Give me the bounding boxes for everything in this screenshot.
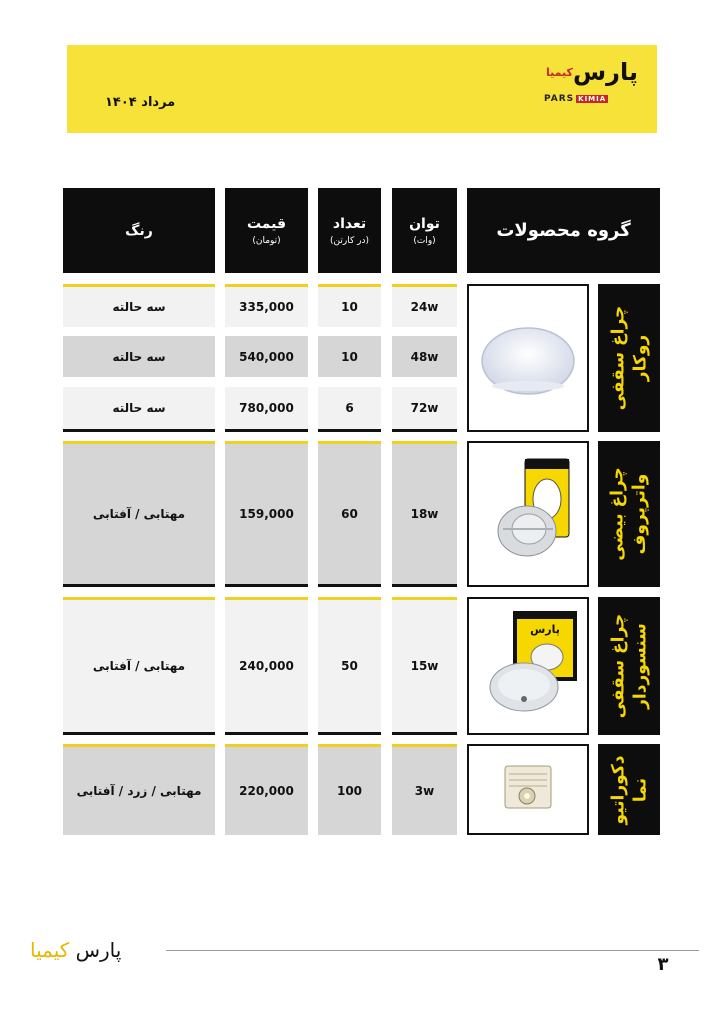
category-sensor-ceiling-text — [607, 614, 651, 719]
category-oval-waterproof-text — [607, 467, 651, 560]
round-ceiling-light-image — [467, 284, 589, 432]
category-oval-waterproof — [598, 441, 660, 587]
category-decorative — [598, 744, 660, 835]
row-1-qty: 10 — [318, 284, 381, 327]
header-color — [63, 188, 215, 273]
row-6-qty: 100 — [318, 744, 381, 835]
row-1-power: 24w — [392, 284, 457, 327]
header-price-unit: (تومان) — [252, 235, 281, 246]
row-1-price: 335,000 — [225, 284, 308, 327]
header-qty-label: تعداد — [332, 215, 367, 232]
round-ceiling-light-icon — [469, 286, 587, 430]
row-2-color: سه حالته — [63, 336, 215, 377]
row-4-power: 18w — [392, 441, 457, 587]
row-6-price: 220,000 — [225, 744, 308, 835]
category-1-line-2: روکار — [630, 334, 651, 382]
logo-en-pars: PARS — [544, 94, 575, 104]
row-4-qty: 60 — [318, 441, 381, 587]
row-3-color: سه حالته — [63, 387, 215, 432]
logo-en — [544, 94, 608, 104]
header-power-unit: (وات) — [413, 235, 436, 246]
header-color-label: رنگ — [125, 222, 153, 239]
row-3-qty: 6 — [318, 387, 381, 432]
row-2-power: 48w — [392, 336, 457, 377]
row-1-color: سه حالته — [63, 284, 215, 327]
row-5-qty: 50 — [318, 597, 381, 735]
header-qty — [318, 188, 381, 273]
oval-waterproof-light-image — [467, 441, 589, 587]
category-2-line-2: واترپروف — [630, 473, 650, 555]
category-3-line-2: سنسوردار — [630, 623, 651, 709]
logo-fa: پارس — [573, 58, 638, 86]
category-surface-ceiling — [598, 284, 660, 432]
header-qty-unit: (در کارتن) — [330, 235, 369, 246]
header-group — [467, 188, 660, 273]
row-6-power: 3w — [392, 744, 457, 835]
header-price-label: قیمت — [246, 215, 287, 232]
issue-date: مرداد ۱۴۰۴ — [105, 95, 176, 110]
category-2-line-1: چراغ بیضی — [608, 467, 628, 561]
footer-brand — [30, 938, 160, 968]
header-power-label: توان — [409, 215, 440, 232]
oval-waterproof-light-icon — [469, 443, 587, 585]
category-4-line-2: نما — [630, 777, 650, 802]
row-4-price: 159,000 — [225, 441, 308, 587]
decorative-facade-light-image — [467, 744, 589, 835]
row-5-color: مهتابی / آفتابی — [63, 597, 215, 735]
category-decorative-text — [607, 755, 651, 824]
row-5-price: 240,000 — [225, 597, 308, 735]
category-1-line-1: چراغ سقفی — [608, 305, 629, 411]
category-3-line-1: چراغ سقفی — [608, 613, 629, 719]
category-4-line-1: دکوراتیو — [608, 755, 628, 824]
row-3-power: 72w — [392, 387, 457, 432]
header-power — [392, 188, 457, 273]
header-group-label: گروه محصولات — [496, 220, 631, 241]
footer-brand-black: پارس — [75, 938, 122, 962]
row-5-power: 15w — [392, 597, 457, 735]
row-6-color: مهتابی / زرد / آفتابی — [63, 744, 215, 835]
row-3-price: 780,000 — [225, 387, 308, 432]
logo-kimia: کیمیا — [546, 66, 573, 79]
sensor-ceiling-light-image — [467, 597, 589, 735]
sensor-ceiling-light-icon — [469, 599, 587, 733]
logo-en-kimia: KIMIA — [578, 95, 607, 103]
brand-logo — [540, 58, 640, 106]
row-2-qty: 10 — [318, 336, 381, 377]
row-4-color: مهتابی / آفتابی — [63, 441, 215, 587]
header-price — [225, 188, 308, 273]
decorative-facade-light-icon — [469, 746, 587, 833]
footer-divider — [166, 950, 699, 951]
footer-brand-yellow: کیمیا — [30, 938, 70, 962]
row-2-price: 540,000 — [225, 336, 308, 377]
category-surface-ceiling-text — [607, 306, 651, 411]
category-sensor-ceiling — [598, 597, 660, 735]
box-brand-text: پارس — [530, 623, 560, 636]
page-number: ۳ — [657, 954, 669, 975]
